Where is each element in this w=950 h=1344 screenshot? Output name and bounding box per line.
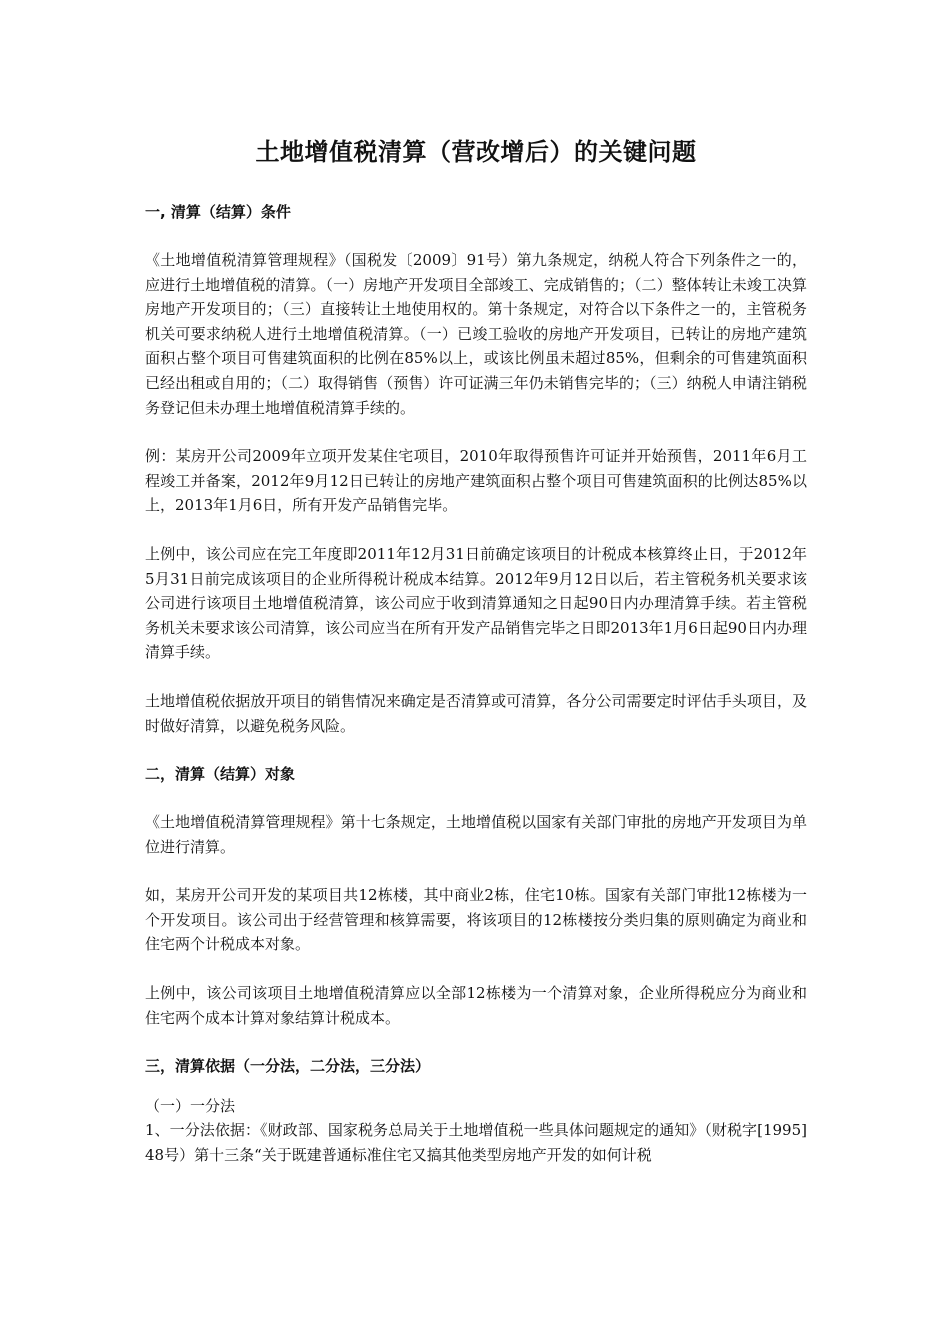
paragraph: 《土地增值税清算管理规程》（国税发〔2009〕91号）第九条规定，纳税人符合下列条件之一的，应进行土地增值税的清算。（一）房地产开发项目全部竣工、完成销售的；（二）整体转让未竣工决算房地产开发项目的；（三）直接转让土地使用权的。第十条规定，对符合以下条件之一的，主管税务机关可要求纳税人进行土地增值税清算。（一）已竣工验收的房地产开发项目，已转让的房地产建筑面积占整个项目可售建筑面积的比例在85%以上，或该比例虽未超过85%，但剩余的可售建筑面积已经出租或自用的；（二）取得销售（预售）许可证满三年仍未销售完毕的；（三）纳税人申请注销税务登记但未办理土地增值税清算手续的。 [145, 251, 807, 417]
paragraph: 上例中，该公司应在完工年度即2011年12月31日前确定该项目的计税成本核算终止日，于2012年5月31日前完成该项目的企业所得税计税成本结算。2012年9月12日以后，若主管税务机关要求该公司进行该项目土地增值税清算，该公司应于收到清算通知之日起90日内办理清算手续。若主管税务机关未要求该公司清算，该公司应当在所有开发产品销售完毕之日即2013年1月6日起90日内办理清算手续。 [145, 544, 807, 662]
paragraph: 如，某房开公司开发的某项目共12栋楼，其中商业2栋，住宅10栋。国家有关部门审批12栋楼为一个开发项目。该公司出于经营管理和核算需要，将该项目的12栋楼按分类归集的原则确定为商业和住宅两个计税成本对象。 [145, 886, 807, 954]
section-heading-2: 二，清算（结算）对象 [145, 765, 296, 784]
document-content [145, 128, 807, 1167]
paragraph: 1、一分法依据：《财政部、国家税务总局关于土地增值税一些具体问题规定的通知》（财税字[1995]48号）第十三条“关于既建普通标准住宅又搞其他类型房地产开发的如何计税 [145, 1121, 807, 1164]
document-title: 土地增值税清算（营改增后）的关键问题 [255, 138, 697, 166]
section-heading-3: 三，清算依据（一分法，二分法，三分法） [145, 1057, 431, 1076]
section-heading-1: 一, 清算（结算）条件 [145, 203, 291, 221]
paragraph: 《土地增值税清算管理规程》第十七条规定，土地增值税以国家有关部门审批的房地产开发项目为单位进行清算。 [145, 813, 807, 856]
paragraph: 例：某房开公司2009年立项开发某住宅项目，2010年取得预售许可证并开始预售，2011年6月工程竣工并备案，2012年9月12日已转让的房地产建筑面积占整个项目可售建筑面积的比例达85%以上，2013年1月6日，所有开发产品销售完毕。 [145, 447, 807, 515]
sub-heading: （一）一分法 [145, 1097, 236, 1116]
paragraph: 土地增值税依据放开项目的销售情况来确定是否清算或可清算，各分公司需要定时评估手头项目，及时做好清算，以避免税务风险。 [145, 691, 807, 735]
paragraph: 上例中，该公司该项目土地增值税清算应以全部12栋楼为一个清算对象，企业所得税应分为商业和住宅两个成本计算对象结算计税成本。 [145, 984, 807, 1027]
